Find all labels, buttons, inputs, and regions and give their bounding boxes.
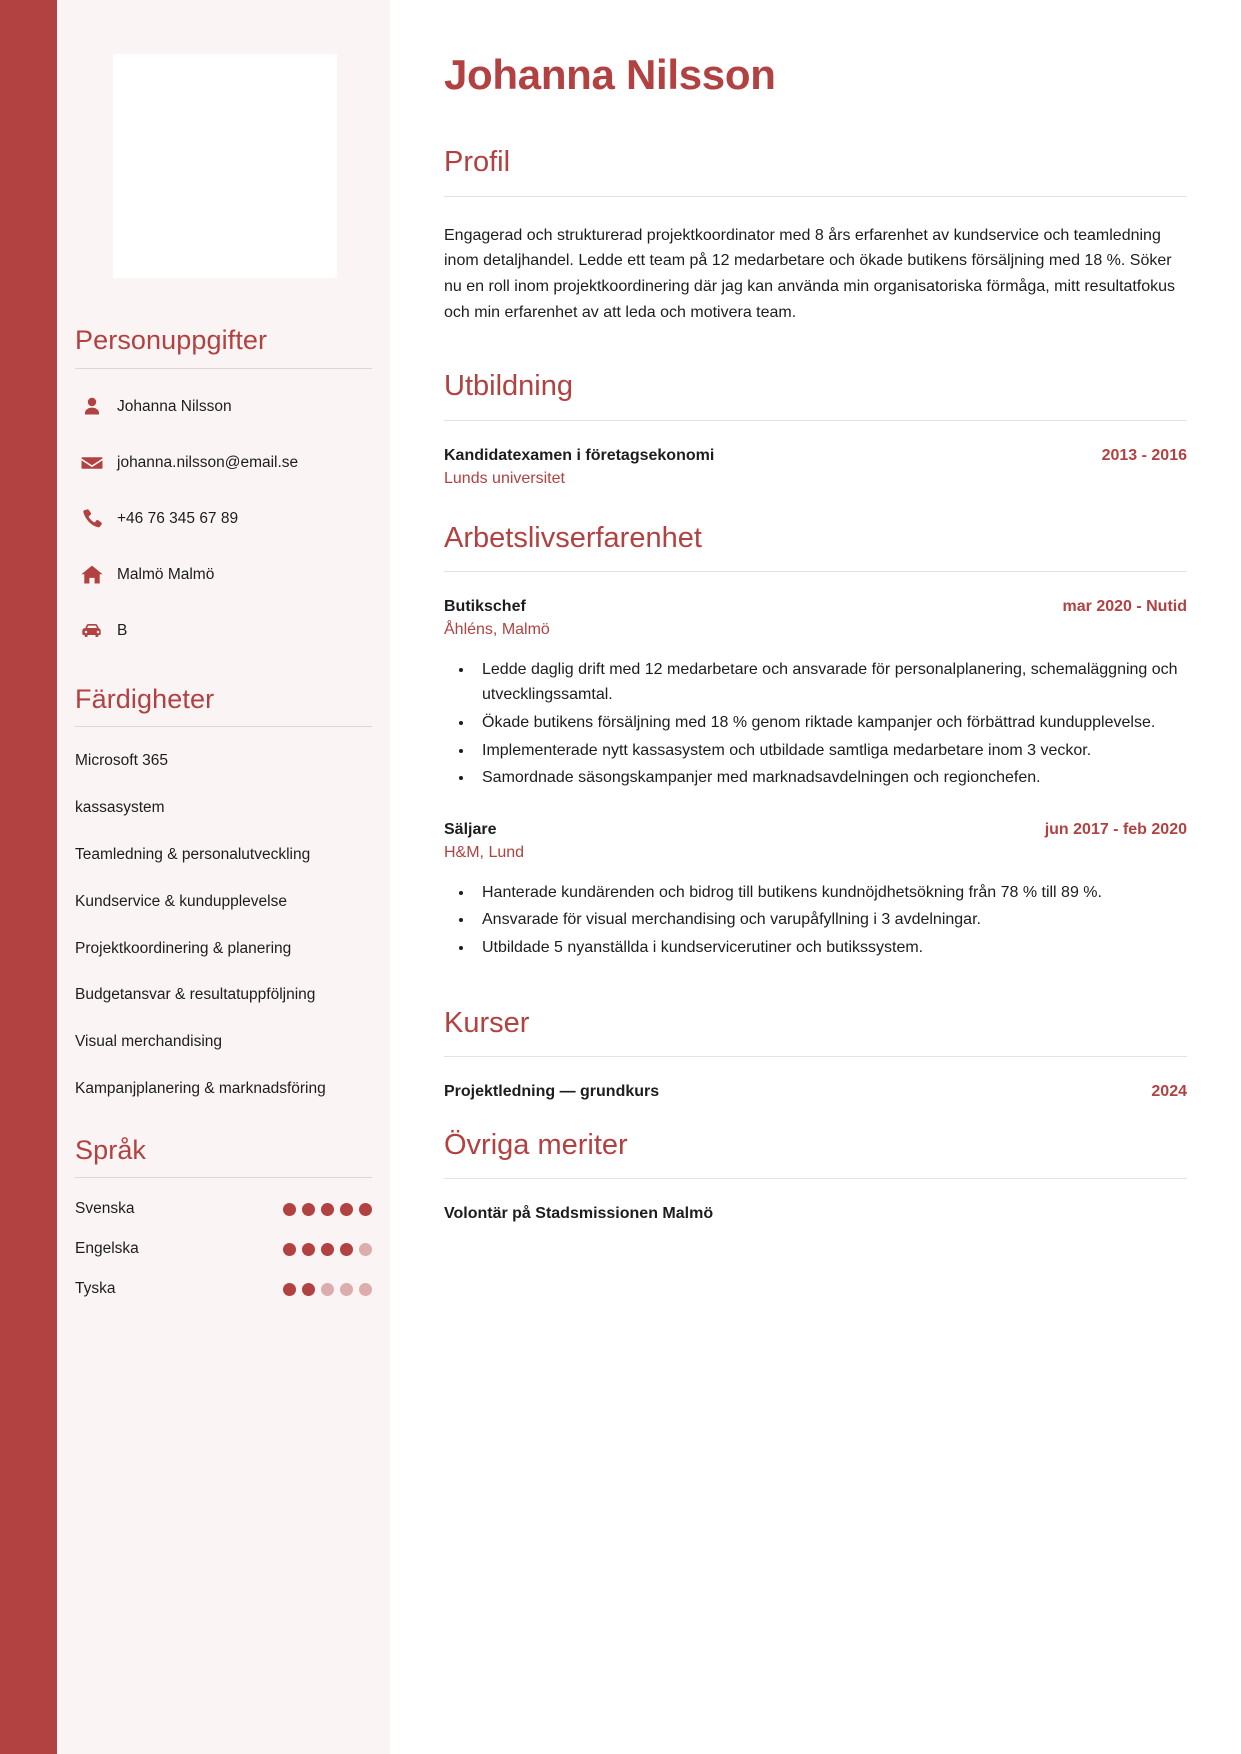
section-heading-experience: Arbetslivserfarenhet [444,521,702,554]
skill-item: Visual merchandising [75,1033,223,1051]
contact-value-email: johanna.nilsson@email.se [117,453,299,471]
divider [444,420,1187,421]
languages-list [57,1200,390,1298]
divider [444,571,1187,572]
divider [444,1178,1187,1179]
contact-row-name [57,389,390,425]
experience-entry [444,821,1187,961]
level-dot [283,1283,296,1296]
language-name: Engelska [75,1240,139,1258]
bullet-item: • Ansvarade för visual merchandising och varupåfyllning i 3 avdelningar. [474,907,1187,933]
bullet-item: • Hanterade kundärenden och bidrog till butikens kundnöjdhetsökning från 78 % till 89 %. [474,880,1187,906]
contact-list [57,389,390,649]
language-row [57,1280,390,1298]
divider [444,196,1187,197]
entry-head [444,1205,1187,1223]
bullet-item: • Implementerade nytt kassasystem och utbildade samtliga medarbetare inom 3 veckor. [474,738,1187,764]
entry-date: jun 2017 - feb 2020 [1044,820,1187,838]
level-dot [359,1203,372,1216]
sidebar-heading-skills: Färdigheter [75,683,215,714]
sidebar [57,0,390,1754]
contact-row-phone [57,501,390,537]
level-dot [359,1243,372,1256]
phone-icon [75,507,109,531]
level-dot [283,1243,296,1256]
language-name: Svenska [75,1200,135,1218]
skill-item: Kampanjplanering & marknadsföring [75,1079,326,1097]
profile-text: Engagerad och strukturerad projektkoordinator med 8 års erfarenhet av kundservice och teamledning inom detaljhandel. Ledde ett team på 12 medarbetare och ökade butikens försäljning med 18 %. Söker nu en roll inom projektkoordinering där jag kan använda min organisatoriska förmåga, mitt resultatfokus och min erfarenhet av att leda och motivera team. [444,226,1176,322]
level-dot [340,1243,353,1256]
entry-head [444,447,1187,465]
skill-item: kassasystem [75,799,165,817]
level-dot [340,1283,353,1296]
level-dot [321,1243,334,1256]
skill-item: Microsoft 365 [75,752,169,770]
divider [75,368,372,369]
email-icon [75,451,109,475]
sidebar-heading-languages: Språk [75,1134,147,1165]
entry-date: 2024 [1151,1082,1187,1100]
entry-date: 2013 - 2016 [1101,446,1187,464]
entry-title: Projektledning — grundkurs [444,1082,660,1100]
car-icon [75,619,109,643]
entry-bullets [474,880,1187,961]
contact-row-address [57,557,390,593]
skill-item: Kundservice & kundupplevelse [75,892,287,910]
level-dot [321,1283,334,1296]
entry-title: Säljare [444,820,497,838]
entry-subtitle: Lunds universitet [444,469,565,487]
section-heading-courses: Kurser [444,1006,530,1039]
entry-head [444,821,1187,839]
language-row [57,1240,390,1258]
entry-head [444,598,1187,616]
bullet-item: • Samordnade säsongskampanjer med marknadsavdelningen och regionchefen. [474,765,1187,791]
level-dot [302,1243,315,1256]
contact-row-email [57,445,390,481]
skill-item: Teamledning & personalutveckling [75,845,311,863]
level-dot [321,1203,334,1216]
divider [444,1056,1187,1057]
language-name: Tyska [75,1280,116,1298]
entry-title: Kandidatexamen i företagsekonomi [444,446,715,464]
entry-title: Volontär på Stadsmissionen Malmö [444,1205,714,1223]
section-heading-other: Övriga meriter [444,1128,628,1161]
course-entry [444,1083,1187,1101]
section-heading-education: Utbildning [444,370,573,403]
skill-item: Budgetansvar & resultatuppföljning [75,986,316,1004]
contact-value-address: Malmö Malmö [117,565,215,583]
contact-value-name: Johanna Nilsson [117,397,232,415]
skills-list [57,749,390,1101]
entry-subtitle: H&M, Lund [444,843,525,861]
accent-rail [0,0,57,1754]
main-content [390,0,1241,1754]
contact-value-license: B [117,621,128,639]
profile-photo [113,54,337,278]
language-level-dots [283,1203,372,1216]
experience-entry [444,598,1187,791]
level-dot [302,1203,315,1216]
bullet-item: • Utbildade 5 nyanställda i kundservicerutiner och butikssystem. [474,935,1187,961]
bullet-item: • Ökade butikens försäljning med 18 % genom riktade kampanjer och förbättrad kundupplevelse. [474,710,1187,736]
other-entry [444,1205,1187,1223]
sidebar-heading-personal: Personuppgifter [75,325,268,355]
section-heading-profile: Profil [444,146,511,179]
language-level-dots [283,1283,372,1296]
home-icon [75,563,109,587]
level-dot [302,1283,315,1296]
entry-title: Butikschef [444,597,526,615]
person-icon [75,395,109,419]
contact-row-license [57,613,390,649]
level-dot [283,1203,296,1216]
entry-bullets [474,657,1187,791]
skill-item: Projektkoordinering & planering [75,939,292,957]
divider [75,726,372,727]
level-dot [340,1203,353,1216]
level-dot [359,1283,372,1296]
entry-date: mar 2020 - Nutid [1062,597,1187,615]
contact-value-phone: +46 76 345 67 89 [117,509,239,527]
divider [75,1177,372,1178]
entry-head [444,1083,1187,1101]
language-level-dots [283,1243,372,1256]
page-title: Johanna Nilsson [444,51,776,98]
education-entry [444,447,1187,488]
language-row [57,1200,390,1218]
entry-subtitle: Åhléns, Malmö [444,620,550,638]
bullet-item: • Ledde daglig drift med 12 medarbetare och ansvarade för personalplanering, schemaläggning och utvecklingssamtal. [474,657,1187,708]
